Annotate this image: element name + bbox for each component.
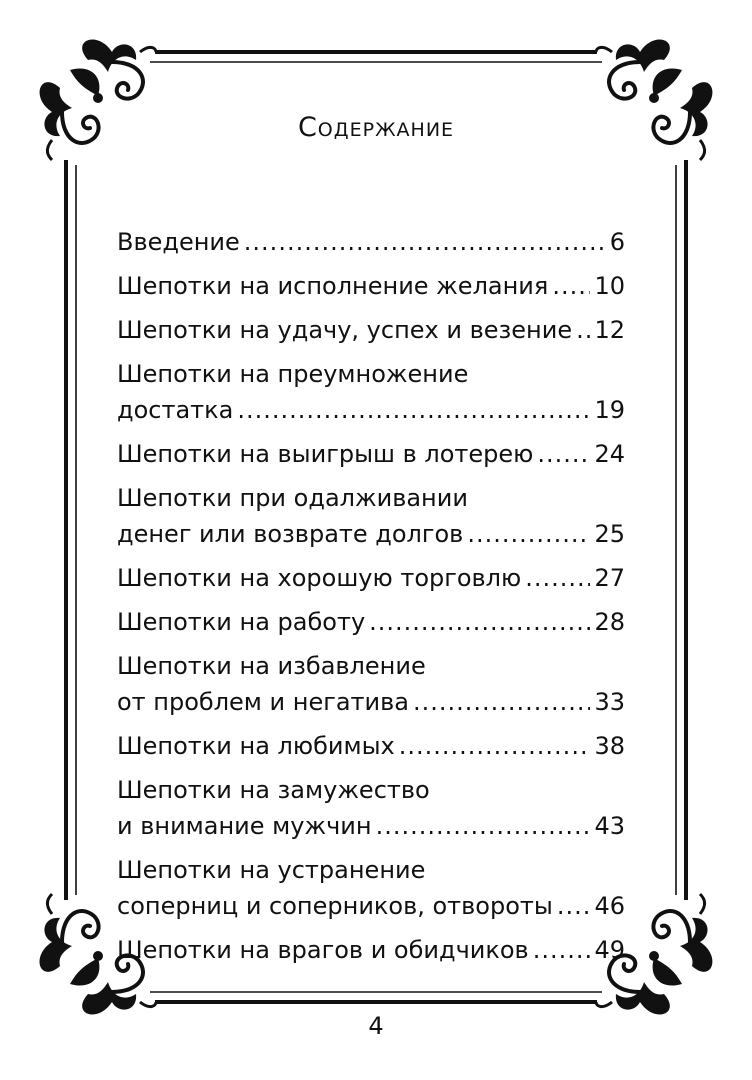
toc-entry-page: 49 (594, 936, 625, 964)
toc-entry-line (117, 516, 625, 552)
leader-dots (376, 808, 591, 844)
toc-entry-title: Введение (117, 228, 240, 256)
toc-entry-page: 25 (594, 520, 625, 548)
toc-entry-page: 33 (594, 688, 625, 716)
toc-entry-line (117, 728, 625, 764)
toc-entry[interactable] (117, 356, 625, 428)
leader-dots (413, 684, 590, 720)
toc-entry[interactable] (117, 772, 625, 844)
toc-entry[interactable] (117, 648, 625, 720)
leader-dots (533, 932, 591, 968)
leader-dots (369, 604, 590, 640)
leader-dots (557, 888, 591, 924)
toc-entry-line (117, 436, 625, 472)
toc-entry[interactable] (117, 480, 625, 552)
toc-entry[interactable] (117, 932, 625, 968)
toc-entry-line (117, 312, 625, 348)
toc-entry-page: 43 (594, 812, 625, 840)
leader-dots (399, 728, 591, 764)
toc-entry-title: Шепотки на хорошую торговлю (117, 564, 522, 592)
leader-dots (576, 312, 590, 348)
toc-entry-line (117, 932, 625, 968)
toc-entry-title-line1: Шепотки на преумножение (117, 360, 469, 388)
toc-entry-line (117, 224, 625, 260)
toc-entry-page: 27 (594, 564, 625, 592)
toc-entry-page: 19 (594, 396, 625, 424)
toc-entry[interactable] (117, 604, 625, 640)
toc-entry-title: Шепотки на удачу, успех и везение (117, 316, 573, 344)
toc-entry-title: Шепотки на исполнение желания (117, 272, 549, 300)
toc-entry-title-line2: денег или возврате долгов (117, 520, 464, 548)
toc-entry[interactable] (117, 436, 625, 472)
leader-dots (537, 436, 590, 472)
leader-dots (467, 516, 590, 552)
toc-entry-line (117, 808, 625, 844)
toc-entry-title-line2: соперниц и соперников, отвороты (117, 892, 553, 920)
page-title: Содержание (297, 112, 455, 143)
toc-entry-line (117, 268, 625, 304)
toc-entry[interactable] (117, 268, 625, 304)
leader-dots (237, 392, 590, 428)
page-number: 4 (368, 1012, 384, 1040)
toc-entry-line (117, 604, 625, 640)
toc-entry[interactable] (117, 728, 625, 764)
toc-entry-page: 10 (594, 272, 625, 300)
toc-entry-title: Шепотки на выигрыш в лотерею (117, 440, 534, 468)
toc-entry-page: 6 (609, 228, 625, 256)
toc-entry-page: 46 (594, 892, 625, 920)
toc-entry-title-line1: Шепотки на замужество (117, 776, 430, 804)
toc-entry[interactable] (117, 852, 625, 924)
toc-entry-page: 28 (594, 608, 625, 636)
toc-entry-title-line1: Шепотки при одалживании (117, 484, 468, 512)
leader-dots (525, 560, 590, 596)
toc-entry-title-line2: и внимание мужчин (117, 812, 372, 840)
toc-entry-title-line2: достатка (117, 396, 234, 424)
toc-entry[interactable] (117, 224, 625, 260)
toc-entry-page: 24 (594, 440, 625, 468)
table-of-contents (117, 224, 625, 976)
toc-entry-line (117, 684, 625, 720)
toc-entry-title: Шепотки на работу (117, 608, 366, 636)
toc-entry-title-line1: Шепотки на избавление (117, 652, 426, 680)
toc-entry-page: 12 (594, 316, 625, 344)
toc-entry-title: Шепотки на любимых (117, 732, 395, 760)
toc-entry[interactable] (117, 312, 625, 348)
toc-entry-page: 38 (594, 732, 625, 760)
leader-dots (552, 268, 590, 304)
toc-entry[interactable] (117, 560, 625, 596)
toc-entry-title-line1: Шепотки на устранение (117, 856, 426, 884)
toc-entry-line (117, 560, 625, 596)
toc-entry-line (117, 888, 625, 924)
toc-entry-line (117, 392, 625, 428)
toc-entry-title-line2: от проблем и негатива (117, 688, 409, 716)
leader-dots (244, 224, 606, 260)
toc-entry-title: Шепотки на врагов и обидчиков (117, 936, 529, 964)
